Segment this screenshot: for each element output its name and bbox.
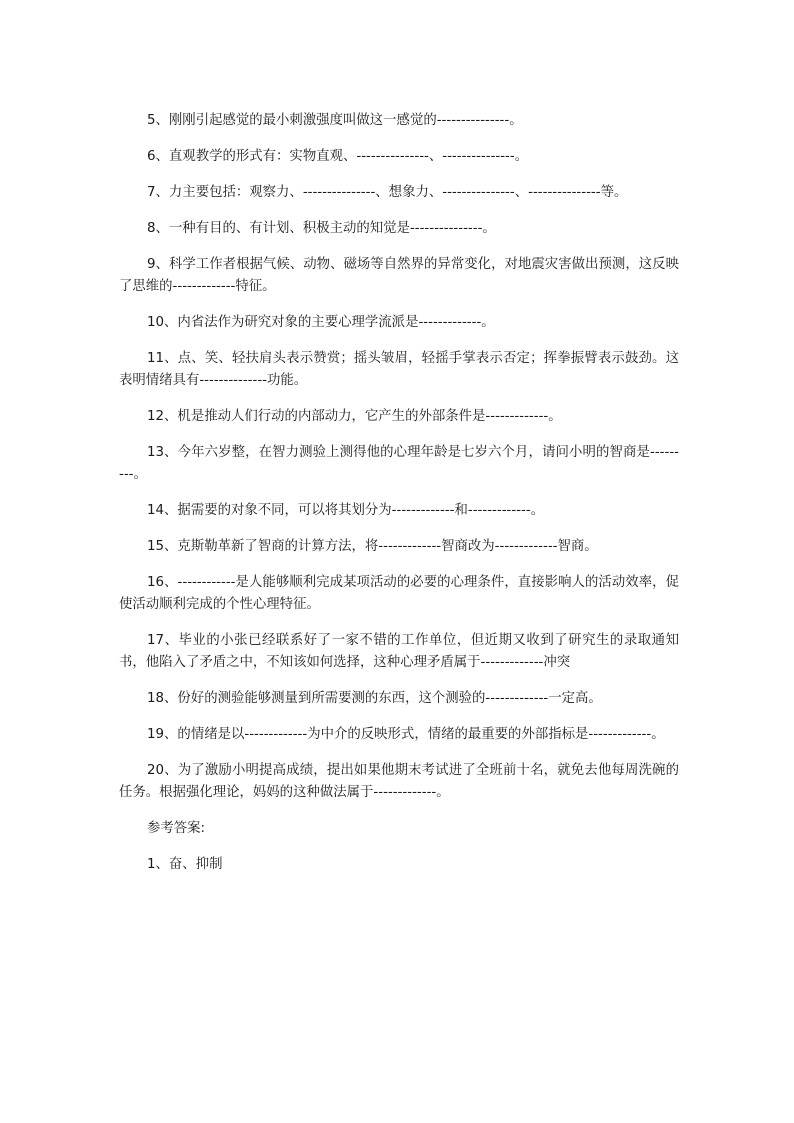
question-15: 15、克斯勒革新了智商的计算方法，将-------------智商改为-------------智商。 — [147, 539, 598, 554]
question-5: 5、刚刚引起感觉的最小刺激强度叫做这一感觉的---------------。 — [147, 113, 523, 128]
question-16: 16、------------是人能够顺利完成某项活动的必要的心理条件，直接影响人的活动效率，促使活动顺利完成的个性心理特征。 — [119, 575, 679, 612]
question-17: 17、毕业的小张已经联系好了一家不错的工作单位，但近期又收到了研究生的录取通知书，他陷入了矛盾之中，不知该如何选择，这种心理矛盾属于-------------冲突 — [119, 633, 679, 670]
question-18: 18、份好的测验能够测量到所需要测的东西，这个测验的-------------一定高。 — [147, 691, 602, 706]
question-13: 13、今年六岁整，在智力测验上测得他的心理年龄是七岁六个月，请问小明的智商是---------。 — [119, 445, 679, 482]
question-20: 20、为了激励小明提高成绩，提出如果他期末考试进了全班前十名，就免去他每周洗碗的任务。根据强化理论，妈妈的这种做法属于-------------。 — [119, 763, 679, 800]
question-12: 12、机是推动人们行动的内部动力，它产生的外部条件是-------------。 — [147, 409, 562, 424]
question-11: 11、点、笑、轻扶肩头表示赞赏；摇头皱眉，轻摇手掌表示否定；挥拳振臂表示鼓劲。这表明情绪具有--------------功能。 — [119, 351, 679, 388]
question-8: 8、一种有目的、有计划、积极主动的知觉是---------------。 — [147, 221, 496, 236]
question-9: 9、科学工作者根据气候、动物、磁场等自然界的异常变化，对地震灾害做出预测，这反映了思维的-------------特征。 — [119, 257, 679, 294]
question-14: 14、据需要的对象不同，可以将其划分为-------------和-------------。 — [147, 503, 545, 518]
question-6: 6、直观教学的形式有：实物直观、---------------、---------------。 — [147, 149, 529, 164]
document-body — [119, 110, 679, 890]
question-10: 10、内省法作为研究对象的主要心理学流派是-------------。 — [147, 315, 495, 330]
answers-heading: 参考答案: — [147, 821, 206, 836]
answer-1: 1、奋、抑制 — [147, 857, 223, 872]
question-7: 7、力主要包括：观察力、---------------、想象力、---------------、---------------等。 — [147, 185, 628, 200]
question-19: 19、的情绪是以-------------为中介的反映形式，情绪的最重要的外部指标是-------------。 — [147, 727, 665, 742]
